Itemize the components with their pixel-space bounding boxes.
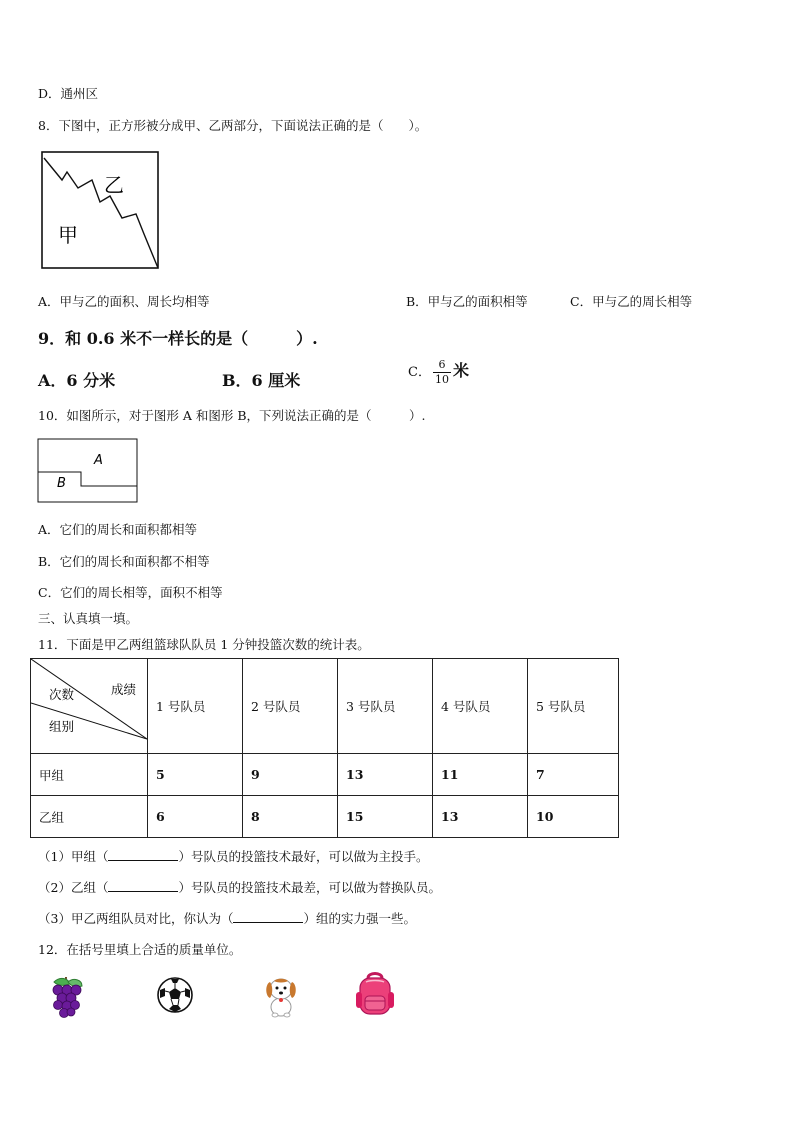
fraction-denominator: 10 <box>434 373 449 386</box>
q11-sub3-after: ）组的实力强一些。 <box>303 911 416 926</box>
q10-option-c[interactable]: C．它们的周长相等，面积不相等 <box>38 585 223 600</box>
diagonal-header <box>31 659 147 753</box>
q11-stats-table <box>30 658 619 838</box>
table-row <box>31 754 619 796</box>
table-cell: 6 <box>148 796 243 838</box>
header-top-right: 成绩 <box>111 682 137 697</box>
column-header: 4 号队员 <box>433 659 528 754</box>
q9-option-b[interactable]: B．6 厘米 <box>222 371 301 390</box>
row-group-label: 甲组 <box>31 754 148 796</box>
q12-stem: 12．在括号里填上合适的质量单位。 <box>38 942 242 957</box>
table-cell: 11 <box>433 754 528 796</box>
grapes-icon <box>48 974 86 1018</box>
q10-option-a[interactable]: A．它们的周长和面积都相等 <box>38 522 198 537</box>
header-mid-left: 次数 <box>49 687 75 702</box>
q7-option-d: D．通州区 <box>38 86 99 101</box>
q8-option-a[interactable]: A．甲与乙的面积、周长均相等 <box>38 294 210 309</box>
q9-option-c-prefix: C． <box>408 365 431 380</box>
table-row <box>31 796 619 838</box>
q8-stem: 8．下图中，正方形被分成甲、乙两部分，下面说法正确的是（ ）。 <box>38 118 428 133</box>
soccer-ball-icon <box>156 976 194 1014</box>
q11-sub2-before: （2）乙组（ <box>38 880 109 895</box>
q11-sub3-blank[interactable] <box>233 909 303 923</box>
q11-sub1-after: ）号队员的投篮技术最好，可以做为主投手。 <box>178 849 429 864</box>
table-cell: 15 <box>338 796 433 838</box>
q9-option-c-unit: 米 <box>452 361 469 380</box>
q10-label-a: A <box>94 453 103 468</box>
q11-sub2 <box>38 878 441 896</box>
table-cell: 7 <box>528 754 619 796</box>
q11-sub1-before: （1）甲组（ <box>38 849 109 864</box>
q10-figure <box>37 438 139 504</box>
q10-option-b[interactable]: B．它们的周长和面积都不相等 <box>38 554 210 569</box>
q9-stem: 9．和 0.6 米不一样长的是（ ）. <box>38 329 318 348</box>
column-header: 1 号队员 <box>148 659 243 754</box>
table-cell: 10 <box>528 796 619 838</box>
q8-square-figure <box>40 150 162 272</box>
q11-sub2-after: ）号队员的投篮技术最差，可以做为替换队员。 <box>178 880 441 895</box>
column-header: 3 号队员 <box>338 659 433 754</box>
row-group-label: 乙组 <box>31 796 148 838</box>
q10-stem: 10．如图所示，对于图形 A 和图形 B，下列说法正确的是（ ）. <box>38 408 426 423</box>
q8-label-yi: 乙 <box>104 173 124 197</box>
q11-sub1-blank[interactable] <box>108 847 178 861</box>
q11-sub3 <box>38 909 416 927</box>
q11-stem: 11．下面是甲乙两组篮球队队员 1 分钟投篮次数的统计表。 <box>38 637 370 652</box>
column-header: 5 号队员 <box>528 659 619 754</box>
q10-label-b: B <box>57 476 66 491</box>
table-cell: 5 <box>148 754 243 796</box>
q9-option-a[interactable]: A．6 分米 <box>38 371 116 390</box>
column-header: 2 号队员 <box>243 659 338 754</box>
diagonal-header-cell <box>31 659 148 754</box>
table-cell: 8 <box>243 796 338 838</box>
q8-option-c[interactable]: C．甲与乙的周长相等 <box>570 294 693 309</box>
section-3-title: 三、认真填一填。 <box>38 611 139 626</box>
table-cell: 13 <box>338 754 433 796</box>
fraction-numerator: 6 <box>433 358 451 373</box>
q9-option-c-fraction <box>433 358 451 387</box>
q11-sub2-blank[interactable] <box>108 878 178 892</box>
table-cell: 9 <box>243 754 338 796</box>
q11-sub3-before: （3）甲乙两组队员对比，你认为（ <box>38 911 234 926</box>
table-cell: 13 <box>433 796 528 838</box>
q11-sub1 <box>38 847 428 865</box>
q9-option-c[interactable] <box>408 358 469 387</box>
puppy-icon <box>262 974 300 1018</box>
q8-option-b[interactable]: B．甲与乙的面积相等 <box>406 294 528 309</box>
header-bottom-left: 组别 <box>49 719 75 734</box>
backpack-icon <box>354 970 396 1018</box>
q8-label-jia: 甲 <box>58 223 78 247</box>
